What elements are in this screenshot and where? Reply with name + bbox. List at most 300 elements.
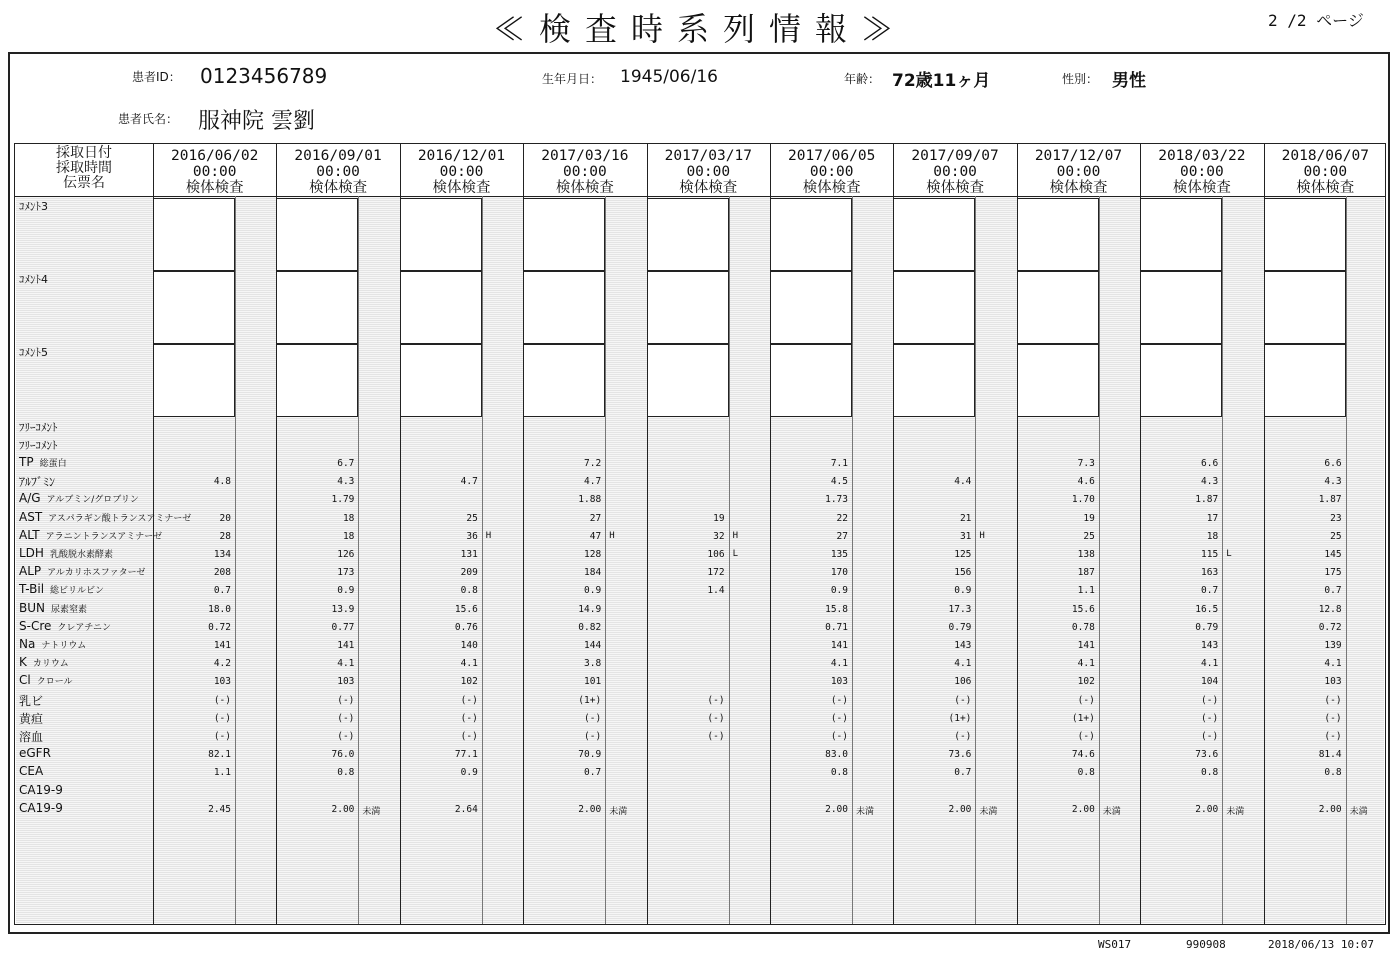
column-header xyxy=(1017,144,1140,196)
test-value: 25 xyxy=(1083,530,1095,542)
test-value: 2.00 xyxy=(1071,803,1095,815)
column-header-date: 2017/03/17 xyxy=(664,148,752,164)
test-row-label xyxy=(19,601,87,615)
column-header xyxy=(523,144,646,196)
test-value: 25 xyxy=(1330,530,1342,542)
comment-box xyxy=(1140,198,1222,271)
column-subdivider xyxy=(358,196,359,924)
test-value: 1.73 xyxy=(825,494,848,506)
column-header-slip: 検体検査 xyxy=(679,180,738,196)
patient-name: 服神院 雲劉 xyxy=(198,109,315,134)
test-value: (-) xyxy=(830,731,848,742)
test-value: 2.64 xyxy=(454,803,478,815)
test-value: 18 xyxy=(342,530,355,542)
test-flag: 未満 xyxy=(362,806,381,817)
test-value: 6.7 xyxy=(337,458,355,469)
comment-box xyxy=(1264,271,1346,344)
test-value: 73.6 xyxy=(1195,749,1219,761)
test-value: 28 xyxy=(219,530,231,542)
footer-printed: 2018/06/13 10:07 xyxy=(1268,938,1374,951)
column-header-slip: 検体検査 xyxy=(555,180,614,196)
test-value: 1.79 xyxy=(331,494,355,506)
test-value: 32 xyxy=(713,530,725,542)
column-header-date: 2017/03/16 xyxy=(541,148,629,164)
test-value: 104 xyxy=(1201,676,1219,688)
comment-box xyxy=(1140,271,1222,344)
test-value: 18 xyxy=(342,512,355,524)
test-value: 1.88 xyxy=(578,494,602,506)
test-value: 0.9 xyxy=(584,585,602,597)
test-flag: 未満 xyxy=(1349,806,1368,817)
test-value: 4.3 xyxy=(1201,476,1219,488)
column-header-date: 2017/09/07 xyxy=(911,148,999,164)
column-header-time: 00:00 xyxy=(316,164,360,180)
test-value: 0.7 xyxy=(1201,585,1219,597)
test-value: 15.6 xyxy=(1071,603,1095,615)
test-value: (-) xyxy=(1324,694,1342,706)
test-value: 141 xyxy=(1077,640,1095,651)
test-flag: L xyxy=(1226,549,1232,559)
footer-form: WS017 xyxy=(1098,938,1132,951)
test-row-label xyxy=(19,455,67,469)
test-value: 208 xyxy=(213,567,231,579)
test-value: 4.1 xyxy=(954,658,972,670)
test-value: (-) xyxy=(1201,731,1219,742)
test-value: 140 xyxy=(460,640,478,651)
column-header-date: 2017/12/07 xyxy=(1034,148,1123,164)
test-value: 4.7 xyxy=(460,476,478,488)
results-table xyxy=(14,143,1386,925)
test-code: Na xyxy=(19,637,36,651)
test-value: 145 xyxy=(1324,549,1342,560)
test-value: 131 xyxy=(460,549,478,560)
comment-box xyxy=(523,198,605,271)
test-value: 19 xyxy=(1083,512,1095,524)
test-value: 77.1 xyxy=(454,749,478,761)
test-code: 乳ビ xyxy=(19,693,44,708)
test-row-label xyxy=(19,728,43,745)
test-flag: H xyxy=(485,530,492,541)
test-flag: 未満 xyxy=(1102,806,1121,817)
age-label: 年齢： xyxy=(844,72,881,86)
test-value: 12.8 xyxy=(1318,603,1342,615)
free-comment-label: ﾌﾘｰｺﾒﾝﾄ xyxy=(19,421,58,434)
test-value: 76.0 xyxy=(331,749,355,761)
patient-id: 0123456789 xyxy=(200,64,328,88)
comment-box xyxy=(1017,198,1099,271)
test-value: 209 xyxy=(460,567,478,579)
test-value: 187 xyxy=(1077,567,1095,579)
comment-box xyxy=(400,344,482,417)
column-header-slip: 検体検査 xyxy=(432,180,491,196)
test-value: 18 xyxy=(1206,530,1219,542)
test-flag: 未満 xyxy=(1226,806,1245,817)
test-row-label xyxy=(19,491,139,505)
test-value: 4.7 xyxy=(584,476,602,488)
test-value: 115 xyxy=(1201,549,1219,560)
column-subdivider xyxy=(1346,196,1347,924)
test-value: 0.78 xyxy=(1071,621,1095,633)
test-value: 103 xyxy=(1324,676,1342,688)
test-value: (-) xyxy=(213,712,231,724)
test-value: 175 xyxy=(1324,567,1342,579)
test-value: (-) xyxy=(584,712,602,724)
test-row-label xyxy=(19,582,104,596)
comment-box xyxy=(1017,344,1099,417)
column-subdivider xyxy=(852,196,853,924)
test-value: (1+) xyxy=(948,712,972,724)
test-code: AST xyxy=(19,509,43,524)
test-value: 1.87 xyxy=(1318,494,1342,506)
column-header xyxy=(647,144,770,196)
test-value: 184 xyxy=(584,567,602,579)
test-value: 36 xyxy=(466,530,478,542)
test-value: 4.5 xyxy=(830,476,848,488)
comment-box xyxy=(276,344,358,417)
column-subdivider xyxy=(605,196,606,924)
column-subdivider xyxy=(1099,196,1100,924)
test-row-label xyxy=(19,655,69,669)
comment-box xyxy=(770,271,852,344)
test-value: 27 xyxy=(836,530,848,542)
dob-label: 生年月日： xyxy=(542,72,603,86)
test-value: (-) xyxy=(1201,694,1219,706)
test-value: 101 xyxy=(584,676,602,688)
test-name: 総ビリルビン xyxy=(50,586,105,597)
test-flag: L xyxy=(732,549,739,559)
test-value: 0.7 xyxy=(584,767,602,779)
test-value: 139 xyxy=(1324,640,1342,651)
test-row-label xyxy=(19,692,43,709)
test-value: (-) xyxy=(707,694,725,706)
test-name: アルカリホスファターゼ xyxy=(47,568,146,579)
test-value: (-) xyxy=(954,694,972,706)
test-flag: 未満 xyxy=(979,806,998,817)
test-value: (-) xyxy=(337,694,355,706)
test-value: 18.0 xyxy=(208,603,231,615)
test-value: 20 xyxy=(219,512,231,524)
test-value: 135 xyxy=(830,549,848,560)
age: 72歳11ヶ月 xyxy=(892,71,991,91)
test-name: アラニントランスアミナーゼ xyxy=(45,531,163,542)
comment-row-label: ｺﾒﾝﾄ3 xyxy=(19,200,48,213)
test-code: BUN xyxy=(19,600,45,615)
test-code: eGFR xyxy=(19,746,51,761)
comment-box xyxy=(647,198,729,271)
column-subdivider xyxy=(235,196,236,924)
test-value: (-) xyxy=(1324,712,1342,724)
column-header-time: 00:00 xyxy=(1303,164,1348,180)
test-value: (-) xyxy=(337,712,355,724)
test-flag: 未満 xyxy=(609,806,628,817)
test-name: ナトリウム xyxy=(41,641,87,651)
test-value: 14.9 xyxy=(578,603,602,615)
test-value: 102 xyxy=(1077,676,1095,688)
column-header xyxy=(1264,144,1387,196)
test-value: 4.1 xyxy=(1324,658,1342,670)
test-value: 0.7 xyxy=(1324,585,1342,597)
comment-box xyxy=(400,198,482,271)
test-value: 106 xyxy=(707,549,725,560)
sex-label: 性別： xyxy=(1062,72,1099,86)
test-value: (1+) xyxy=(578,694,602,706)
test-code: LDH xyxy=(19,546,44,560)
test-value: 7.2 xyxy=(584,458,602,469)
column-subdivider xyxy=(729,196,730,924)
test-value: 4.1 xyxy=(460,658,478,670)
test-value: 126 xyxy=(337,549,355,560)
column-header-date: 2018/03/22 xyxy=(1158,148,1246,164)
test-name: クロール xyxy=(36,677,73,688)
test-value: 4.1 xyxy=(830,658,848,670)
test-value: (-) xyxy=(1324,731,1342,742)
test-value: 2.45 xyxy=(208,803,231,815)
comment-box xyxy=(523,344,605,417)
test-value: 13.9 xyxy=(331,603,355,615)
test-row-label xyxy=(19,710,43,727)
test-value: 4.6 xyxy=(1077,476,1095,488)
test-value: 2.00 xyxy=(331,803,355,815)
patient-name-label: 患者氏名： xyxy=(118,112,179,126)
test-value: (-) xyxy=(954,731,972,742)
test-code: A/G xyxy=(19,491,41,506)
column-header-time: 00:00 xyxy=(192,164,237,180)
test-value: 141 xyxy=(830,640,848,651)
test-value: (-) xyxy=(830,712,848,724)
test-name: 尿素窒素 xyxy=(51,604,88,615)
test-flag: H xyxy=(979,530,985,541)
test-value: 82.1 xyxy=(208,749,231,761)
test-value: 21 xyxy=(959,512,972,524)
column-header xyxy=(400,144,523,196)
test-row-label xyxy=(19,528,162,542)
test-name: クレアチニン xyxy=(57,622,112,633)
comment-row-label: ｺﾒﾝﾄ4 xyxy=(19,273,48,286)
test-value: 16.5 xyxy=(1195,603,1219,615)
test-value: 134 xyxy=(213,549,231,560)
test-code: ALT xyxy=(19,527,40,542)
header-divider xyxy=(15,196,1385,197)
test-code: Cl xyxy=(19,673,31,688)
test-value: 0.7 xyxy=(213,585,231,597)
column-header-labels xyxy=(15,144,153,196)
test-value: 170 xyxy=(830,567,848,579)
test-value: 163 xyxy=(1201,567,1219,579)
test-value: 70.9 xyxy=(578,749,602,761)
column-header-time: 00:00 xyxy=(1180,164,1224,180)
comment-row-label: ｺﾒﾝﾄ5 xyxy=(19,346,48,359)
test-value: 7.1 xyxy=(830,458,848,469)
comment-box xyxy=(1017,271,1099,344)
test-value: 74.6 xyxy=(1071,749,1095,761)
test-flag: H xyxy=(609,530,615,541)
comment-box xyxy=(893,271,975,344)
column-subdivider xyxy=(482,196,483,924)
test-value: 4.3 xyxy=(1324,476,1342,488)
test-value: 172 xyxy=(707,567,725,579)
column-header xyxy=(893,144,1016,196)
test-value: (-) xyxy=(1077,731,1095,742)
test-value: 103 xyxy=(213,676,231,688)
test-value: (-) xyxy=(460,694,478,706)
test-value: 1.1 xyxy=(1077,585,1095,597)
test-value: 103 xyxy=(830,676,848,688)
test-code: ALP xyxy=(19,564,42,579)
test-value: (-) xyxy=(1077,694,1095,706)
test-value: 0.72 xyxy=(208,621,231,633)
column-header-date: 2017/06/05 xyxy=(788,148,876,164)
test-value: 1.70 xyxy=(1071,494,1095,506)
test-value: 73.6 xyxy=(948,749,972,761)
report-title: ≪検査時系列情報≫ xyxy=(492,10,907,48)
test-value: 81.4 xyxy=(1318,749,1342,761)
test-row-label xyxy=(19,619,111,633)
column-header-date: 2018/06/07 xyxy=(1281,148,1369,164)
test-value: 17 xyxy=(1206,512,1219,524)
column-header-slip: 検体検査 xyxy=(1172,180,1231,196)
test-value: 128 xyxy=(584,549,602,560)
test-value: 31 xyxy=(959,530,972,542)
test-value: (-) xyxy=(707,731,725,742)
patient-id-label: 患者ID： xyxy=(132,70,181,84)
comment-box xyxy=(770,198,852,271)
comment-box xyxy=(893,344,975,417)
test-value: 0.72 xyxy=(1318,621,1342,633)
test-row-label xyxy=(19,783,63,797)
test-value: 103 xyxy=(337,676,355,688)
test-value: 0.8 xyxy=(1077,767,1095,779)
test-value: 2.00 xyxy=(948,803,972,815)
test-value: 143 xyxy=(1201,640,1219,651)
test-value: 144 xyxy=(584,640,602,651)
column-header xyxy=(770,144,893,196)
test-value: 1.1 xyxy=(213,767,231,779)
test-value: 156 xyxy=(954,567,972,579)
column-header-time: 00:00 xyxy=(809,164,854,180)
test-value: (-) xyxy=(213,731,231,742)
test-value: (1+) xyxy=(1071,712,1095,724)
test-row-label xyxy=(19,764,43,778)
sex: 男性 xyxy=(1112,71,1146,91)
test-row-label xyxy=(19,746,51,760)
test-value: 4.8 xyxy=(213,476,231,488)
test-value: 0.79 xyxy=(948,621,972,633)
comment-box xyxy=(647,271,729,344)
test-value: 125 xyxy=(954,549,972,560)
column-header-time: 00:00 xyxy=(933,164,977,180)
test-value: 0.82 xyxy=(578,621,602,633)
test-value: 2.00 xyxy=(1318,803,1342,815)
test-value: 0.76 xyxy=(454,621,478,633)
comment-box xyxy=(153,198,235,271)
test-row-label xyxy=(19,637,86,651)
test-value: 23 xyxy=(1330,512,1342,524)
test-flag: 未満 xyxy=(856,806,875,817)
column-header-date: 2016/09/01 xyxy=(294,148,382,164)
header-label-date: 採取日付 xyxy=(56,145,112,161)
test-value: 4.1 xyxy=(1201,658,1219,670)
comment-box xyxy=(276,271,358,344)
column-header-slip: 検体検査 xyxy=(802,180,861,196)
test-value: (-) xyxy=(213,694,231,706)
comment-box xyxy=(400,271,482,344)
column-header-slip: 検体検査 xyxy=(1049,180,1108,196)
test-row-label xyxy=(19,801,63,815)
test-value: 15.8 xyxy=(825,603,848,615)
page-number: 2 /2 ページ xyxy=(1268,11,1364,30)
test-name: 総蛋白 xyxy=(39,459,67,469)
test-value: (-) xyxy=(707,712,725,724)
test-value: 4.2 xyxy=(213,658,231,670)
test-value: (-) xyxy=(584,731,602,742)
test-row-label xyxy=(19,473,55,490)
test-value: 0.8 xyxy=(830,767,848,779)
comment-box xyxy=(1264,344,1346,417)
comment-box xyxy=(1140,344,1222,417)
test-value: 2.00 xyxy=(1195,803,1219,815)
test-value: 15.6 xyxy=(454,603,478,615)
comment-box xyxy=(153,271,235,344)
test-value: 1.4 xyxy=(707,585,725,597)
column-header-slip: 検体検査 xyxy=(309,180,368,196)
test-value: 0.8 xyxy=(460,585,478,597)
test-name: カリウム xyxy=(32,659,69,670)
test-value: 0.9 xyxy=(337,585,355,597)
test-value: 0.8 xyxy=(1324,767,1342,779)
test-value: 4.3 xyxy=(337,476,355,488)
test-value: 0.79 xyxy=(1195,621,1219,633)
column-header xyxy=(1140,144,1263,196)
test-value: 27 xyxy=(589,512,602,524)
test-value: 17.3 xyxy=(948,603,972,615)
test-name: 乳酸脱水素酵素 xyxy=(49,550,113,560)
column-header-time: 00:00 xyxy=(686,164,731,180)
test-value: 0.77 xyxy=(331,621,355,633)
test-code: T-Bil xyxy=(19,582,45,597)
test-value: 0.9 xyxy=(954,585,972,597)
test-code: CA19-9 xyxy=(19,800,63,815)
test-value: 102 xyxy=(460,676,478,688)
comment-box xyxy=(647,344,729,417)
test-code: TP xyxy=(19,455,34,469)
test-value: (-) xyxy=(337,731,355,742)
test-value: 0.8 xyxy=(1201,767,1219,779)
comment-box xyxy=(276,198,358,271)
test-value: 1.87 xyxy=(1195,494,1219,506)
test-value: (-) xyxy=(460,712,478,724)
column-header-slip: 検体検査 xyxy=(185,180,244,196)
test-value: 47 xyxy=(589,530,602,542)
dob: 1945/06/16 xyxy=(620,67,718,87)
test-value: 22 xyxy=(836,512,848,524)
test-code: ｱﾙﾌﾞﾐﾝ xyxy=(19,475,56,490)
column-header xyxy=(153,144,276,196)
test-value: 2.00 xyxy=(578,803,602,815)
test-value: 0.9 xyxy=(830,585,848,597)
test-value: 138 xyxy=(1077,549,1095,560)
test-value: 25 xyxy=(466,512,478,524)
column-header-slip: 検体検査 xyxy=(926,180,985,196)
test-value: 0.71 xyxy=(825,621,848,633)
test-value: 141 xyxy=(337,640,355,651)
test-flag: H xyxy=(732,530,739,541)
test-row-label xyxy=(19,564,145,578)
test-value: 6.6 xyxy=(1201,458,1219,469)
header-label-time: 採取時間 xyxy=(56,160,112,176)
test-value: 141 xyxy=(213,640,231,651)
header-label-slip: 伝票名 xyxy=(63,175,105,191)
free-comment-label: ﾌﾘｰｺﾒﾝﾄ xyxy=(19,439,58,452)
